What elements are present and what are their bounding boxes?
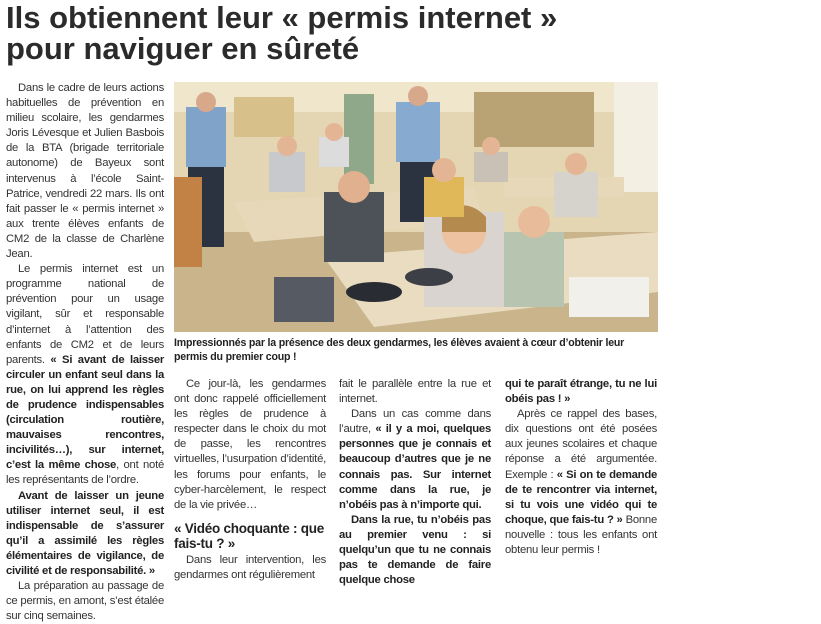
paragraph [505,407,657,558]
headline-line-2: pour naviguer en sûreté [6,31,360,66]
text-run: Dans un cas comme dans l’autre, [339,408,491,436]
photo-caption: Impressionnés par la présence des deux gendarmes, les élèves avaient à cœur d’obtenir leur permis du premier coup ! [174,337,625,363]
quote-text: « il y a moi, quelques personnes que je connais et beaucoup d’autres que je ne connais pas. Sur internet comme dans la rue, je n’obéis pas à n’importe qui. [339,423,491,511]
article-column-1 [6,81,164,624]
paragraph: Ce jour-là, les gendarmes ont donc rappelé officiellement les règles de prudence à respecter dans le choix du mot de passe, les rencontres virtuelles, l’usurpation d’identité, les forums pour enfants, le cyber-harcèlement, le respect de la vie privée… [174,378,326,511]
text-run: Le permis internet est un programme national de prévention pour un usage vigilant, sûr et responsable d’internet à l’attention des enfants de CM2 et de leurs parents. [6,263,164,366]
article-column-2 [174,377,326,583]
quote-text: « Si on te demande de te rencontrer via internet, si tu vois une vidéo qui te choque, que fais-tu ? » [505,468,657,526]
paragraph: Dans le cadre de leurs actions habituelles de prévention en milieu scolaire, les gendarmes Joris Lévesque et Julien Basbois de la BTA (brigade territoriale autonome) de Bayeux sont intervenus à l’école Saint-Patrice, vendredi 22 mars. Ils ont fait passer le « permis internet » aux trente élèves enfants de CM2 de la classe de Charlène Jean. [6,82,164,261]
paragraph [339,513,491,588]
article-column-3 [339,377,491,588]
quote-text: Dans la rue, tu n’obéis pas au premier venu : si quelqu’un que tu ne connais pas te demande de faire quelque chose [339,513,491,587]
quote-text: Avant de laisser un jeune utiliser internet seul, il est indispensable de s’assurer qu’il a assimilé les règles élémentaires de vigilance, de civilité et de responsabilité. » [6,489,164,577]
headline-line-1: Ils obtiennent leur « permis internet » [6,0,558,35]
quote-text: « Si avant de laisser circuler un enfant seul dans la rue, on lui apprend les règles de prudence indispensables (circulation routière, mauvaises rencontres, incivilités…), sur internet, c’est la même chose [6,353,164,472]
text-run: Bonne nouvelle : tous les enfants ont obtenu leur permis ! [505,513,657,557]
quote-text: qui te paraît étrange, tu ne lui obéis pas ! » [505,378,657,406]
classroom-photo [174,82,658,332]
article-headline [6,2,816,64]
paragraph [339,407,491,513]
section-subheading: « Vidéo choquante : que fais-tu ? » [174,520,325,551]
paragraph [505,377,657,407]
text-run: , ont noté les représentants de l’ordre. [6,459,164,487]
classroom-photo-illustration [174,82,658,332]
paragraph: fait le parallèle entre la rue et internet. [339,378,491,406]
text-run: Après ce rappel des bases, dix questions ont été posées aux jeunes scolaires et chaque réponse a été argumentée. Exemple : [505,408,657,481]
paragraph: La préparation au passage de ce permis, en amont, s’est étalée sur cinq semaines. [6,580,164,623]
paragraph [6,489,164,580]
paragraph [6,262,164,488]
paragraph: Dans leur intervention, les gendarmes ont régulièrement [174,553,326,581]
article-column-4 [505,377,657,558]
